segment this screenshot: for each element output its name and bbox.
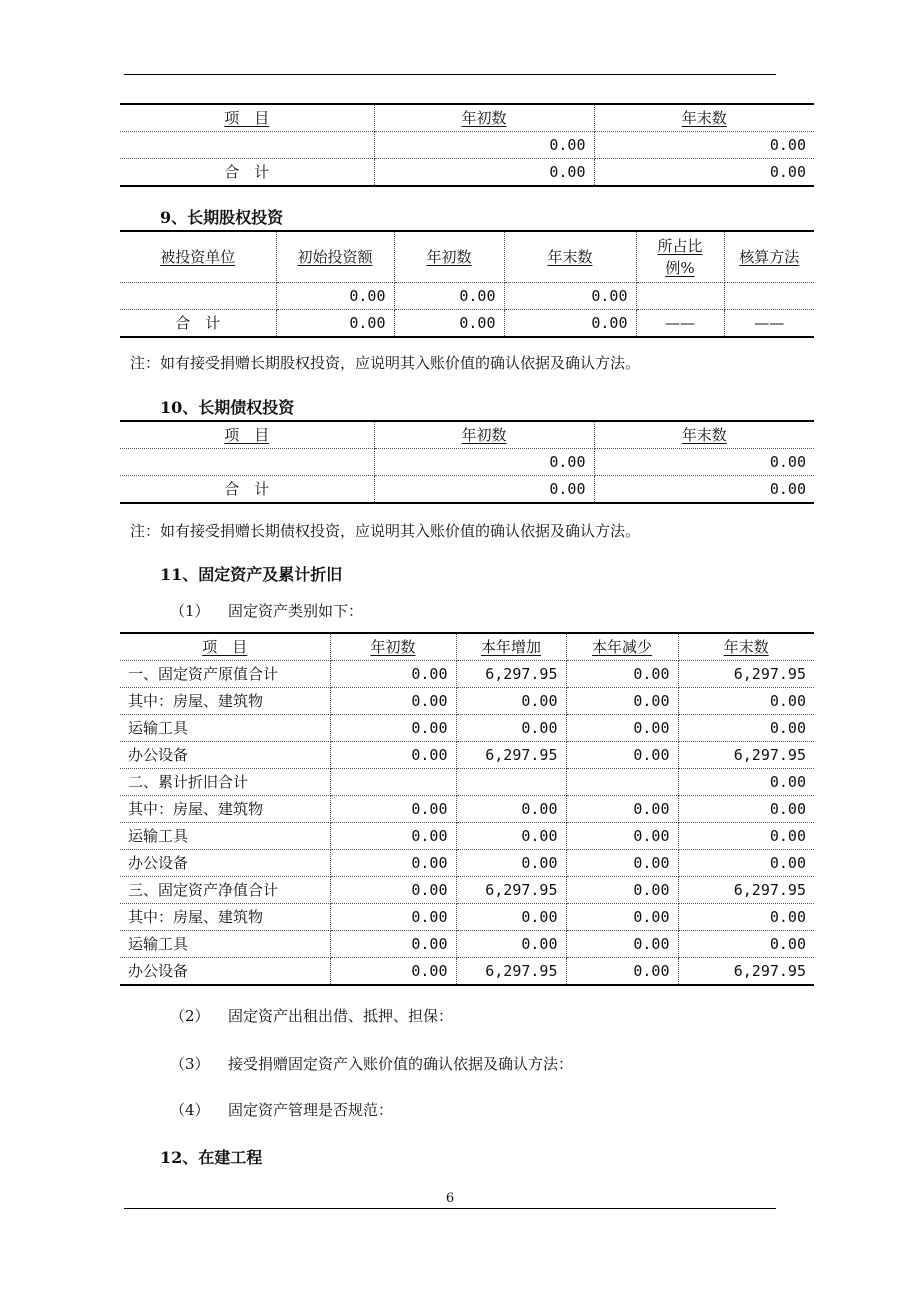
cell-value: 0.00 bbox=[566, 850, 678, 877]
cell-value: 6,297.95 bbox=[456, 661, 566, 688]
cell-item: 办公设备 bbox=[120, 850, 330, 877]
cell-value: 6,297.95 bbox=[456, 877, 566, 904]
cell-value: 0.00 bbox=[374, 449, 594, 476]
table-row bbox=[120, 661, 814, 688]
table-row bbox=[120, 877, 814, 904]
cell-value: 0.00 bbox=[566, 688, 678, 715]
cell-value: 0.00 bbox=[276, 310, 394, 338]
table-row bbox=[120, 769, 814, 796]
cell-value: 0.00 bbox=[330, 742, 456, 769]
cell-item bbox=[120, 449, 374, 476]
section-9-title: 9、长期股权投资 bbox=[160, 208, 284, 227]
table-total-row bbox=[120, 476, 814, 504]
col-header-closing: 年末数 bbox=[594, 104, 814, 132]
cell-value: 0.00 bbox=[678, 715, 814, 742]
sub3-number: （3） bbox=[170, 1055, 210, 1073]
cell-value: 0.00 bbox=[456, 931, 566, 958]
table-row bbox=[120, 904, 814, 931]
cell-value: 0.00 bbox=[374, 132, 594, 159]
cell-value: 0.00 bbox=[456, 823, 566, 850]
cell-value: 0.00 bbox=[594, 476, 814, 504]
cell-value: 0.00 bbox=[678, 823, 814, 850]
col-header-closing: 年末数 bbox=[594, 421, 814, 449]
sub4-text: 固定资产管理是否规范： bbox=[228, 1101, 394, 1119]
table-row bbox=[120, 449, 814, 476]
section-11-sub3 bbox=[170, 1053, 573, 1074]
cell-item: 二、累计折旧合计 bbox=[120, 769, 330, 796]
table-row bbox=[120, 796, 814, 823]
table-row bbox=[120, 823, 814, 850]
sub1-text: 固定资产类别如下： bbox=[228, 602, 364, 620]
col-header-investee: 被投资单位 bbox=[120, 231, 276, 283]
cell-item: 其中：房屋、建筑物 bbox=[120, 904, 330, 931]
section-10-title: 10、长期债权投资 bbox=[160, 398, 295, 417]
col-header-opening: 年初数 bbox=[330, 633, 456, 661]
cell-value: 0.00 bbox=[566, 958, 678, 986]
cell-item: 其中：房屋、建筑物 bbox=[120, 688, 330, 715]
cell-value bbox=[636, 283, 724, 310]
cell-value: 0.00 bbox=[566, 904, 678, 931]
cell-value: 0.00 bbox=[456, 904, 566, 931]
cell-value: 0.00 bbox=[678, 931, 814, 958]
cell-value: 0.00 bbox=[504, 310, 636, 338]
table-row bbox=[120, 715, 814, 742]
footer-rule bbox=[124, 1208, 776, 1209]
table-row bbox=[120, 931, 814, 958]
sub3-text: 接受捐赠固定资产入账价值的确认依据及确认方法： bbox=[228, 1055, 574, 1073]
cell-value: 0.00 bbox=[456, 715, 566, 742]
cell-value bbox=[456, 769, 566, 796]
cell-item: 合 计 bbox=[120, 310, 276, 338]
cell-value: 0.00 bbox=[678, 796, 814, 823]
cell-value: 0.00 bbox=[456, 850, 566, 877]
cell-item: 办公设备 bbox=[120, 742, 330, 769]
table-long-term-equity bbox=[120, 230, 814, 338]
sub2-text: 固定资产出租出借、抵押、担保： bbox=[228, 1007, 454, 1025]
cell-value: 0.00 bbox=[594, 449, 814, 476]
header-rule bbox=[124, 74, 776, 75]
section-9-note: 注：如有接受捐赠长期股权投资，应说明其入账价值的确认依据及确认方法。 bbox=[130, 354, 641, 372]
table-total-row bbox=[120, 159, 814, 187]
cell-value: 6,297.95 bbox=[678, 661, 814, 688]
cell-value: 0.00 bbox=[504, 283, 636, 310]
cell-item bbox=[120, 283, 276, 310]
cell-value: 0.00 bbox=[330, 931, 456, 958]
cell-value: 6,297.95 bbox=[456, 742, 566, 769]
col-header-closing: 年末数 bbox=[504, 231, 636, 283]
table-fixed-assets bbox=[120, 632, 814, 986]
cell-value: 6,297.95 bbox=[456, 958, 566, 986]
cell-item: 合 计 bbox=[120, 159, 374, 187]
cell-value: 0.00 bbox=[330, 850, 456, 877]
table-row bbox=[120, 132, 814, 159]
cell-value: 6,297.95 bbox=[678, 742, 814, 769]
table-row bbox=[120, 688, 814, 715]
cell-value: —— bbox=[636, 310, 724, 338]
cell-value: 0.00 bbox=[594, 132, 814, 159]
cell-item: 其中：房屋、建筑物 bbox=[120, 796, 330, 823]
col-header-initial: 初始投资额 bbox=[276, 231, 394, 283]
cell-value: 0.00 bbox=[566, 877, 678, 904]
cell-value: 0.00 bbox=[566, 661, 678, 688]
section-10-note: 注：如有接受捐赠长期债权投资，应说明其入账价值的确认依据及确认方法。 bbox=[130, 522, 641, 540]
cell-value bbox=[724, 283, 814, 310]
cell-value: 0.00 bbox=[330, 958, 456, 986]
section-11-sub1 bbox=[170, 600, 363, 621]
table-header-row bbox=[120, 633, 814, 661]
cell-value: 0.00 bbox=[330, 904, 456, 931]
cell-item: 运输工具 bbox=[120, 931, 330, 958]
col-header-item: 项 目 bbox=[120, 633, 330, 661]
sub2-number: （2） bbox=[170, 1007, 210, 1025]
cell-item: 运输工具 bbox=[120, 715, 330, 742]
col-header-item: 项 目 bbox=[120, 421, 374, 449]
cell-value: 0.00 bbox=[678, 904, 814, 931]
cell-value bbox=[566, 769, 678, 796]
section-11-sub4 bbox=[170, 1099, 393, 1120]
col-header-item: 项 目 bbox=[120, 104, 374, 132]
cell-value: 6,297.95 bbox=[678, 958, 814, 986]
cell-value: 0.00 bbox=[330, 796, 456, 823]
page-number: 6 bbox=[445, 1191, 455, 1206]
col-header-share: 所占比例% bbox=[636, 231, 724, 283]
table-header-row bbox=[120, 421, 814, 449]
col-header-opening: 年初数 bbox=[394, 231, 504, 283]
cell-value: 0.00 bbox=[566, 823, 678, 850]
cell-value bbox=[330, 769, 456, 796]
col-header-method: 核算方法 bbox=[724, 231, 814, 283]
cell-item: 三、固定资产净值合计 bbox=[120, 877, 330, 904]
cell-value: 0.00 bbox=[374, 476, 594, 504]
cell-value: 0.00 bbox=[374, 159, 594, 187]
cell-value: 0.00 bbox=[330, 823, 456, 850]
cell-value: 0.00 bbox=[566, 931, 678, 958]
table-row bbox=[120, 850, 814, 877]
cell-value: 0.00 bbox=[566, 796, 678, 823]
cell-value: 0.00 bbox=[678, 850, 814, 877]
cell-value: 0.00 bbox=[678, 688, 814, 715]
cell-value: 0.00 bbox=[594, 159, 814, 187]
cell-value: 0.00 bbox=[330, 715, 456, 742]
sub4-number: （4） bbox=[170, 1101, 210, 1119]
section-11-sub2 bbox=[170, 1005, 453, 1026]
cell-value: 0.00 bbox=[678, 769, 814, 796]
cell-value: 6,297.95 bbox=[678, 877, 814, 904]
cell-value: 0.00 bbox=[276, 283, 394, 310]
cell-value: 0.00 bbox=[330, 661, 456, 688]
table-investment-summary bbox=[120, 103, 814, 187]
col-header-increase: 本年增加 bbox=[456, 633, 566, 661]
cell-value: 0.00 bbox=[330, 688, 456, 715]
cell-value: 0.00 bbox=[566, 715, 678, 742]
col-header-opening: 年初数 bbox=[374, 421, 594, 449]
cell-item: 合 计 bbox=[120, 476, 374, 504]
cell-value: 0.00 bbox=[456, 688, 566, 715]
table-row bbox=[120, 283, 814, 310]
table-header-row bbox=[120, 104, 814, 132]
cell-value: 0.00 bbox=[394, 283, 504, 310]
table-header-row bbox=[120, 231, 814, 283]
table-total-row bbox=[120, 310, 814, 338]
cell-value: —— bbox=[724, 310, 814, 338]
cell-value: 0.00 bbox=[330, 877, 456, 904]
table-long-term-debt bbox=[120, 420, 814, 504]
sub1-number: （1） bbox=[170, 602, 210, 620]
col-header-closing: 年末数 bbox=[678, 633, 814, 661]
cell-value: 0.00 bbox=[456, 796, 566, 823]
table-row bbox=[120, 958, 814, 986]
col-header-decrease: 本年减少 bbox=[566, 633, 678, 661]
cell-value: 0.00 bbox=[394, 310, 504, 338]
col-header-opening: 年初数 bbox=[374, 104, 594, 132]
cell-item: 办公设备 bbox=[120, 958, 330, 986]
cell-item bbox=[120, 132, 374, 159]
table-row bbox=[120, 742, 814, 769]
section-12-title: 12、在建工程 bbox=[160, 1148, 263, 1167]
cell-item: 运输工具 bbox=[120, 823, 330, 850]
section-11-title: 11、固定资产及累计折旧 bbox=[160, 565, 343, 584]
cell-item: 一、固定资产原值合计 bbox=[120, 661, 330, 688]
cell-value: 0.00 bbox=[566, 742, 678, 769]
